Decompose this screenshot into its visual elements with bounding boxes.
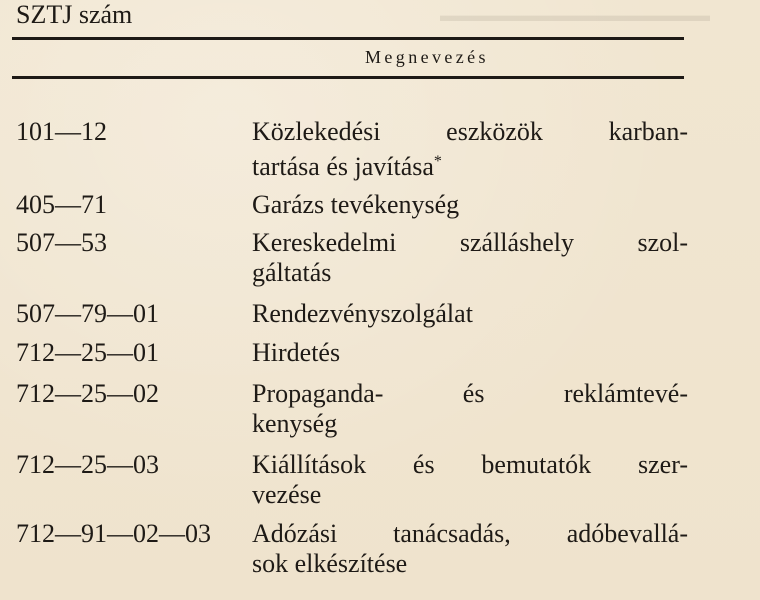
row-description [252,379,688,439]
description-text: tartása és javítása [252,152,434,181]
sztj-code: 507—53 [16,228,107,257]
sztj-code: 712—25—01 [16,338,159,367]
sztj-code: 712—25—03 [16,450,159,479]
description-line: sok elkészítése [252,549,408,578]
row-description [252,338,688,368]
description-line: Kereskedelmi szálláshely szol- [252,228,688,257]
sztj-code: 507—79—01 [16,299,159,328]
sztj-code: 405—71 [16,190,107,219]
description-line [252,147,688,182]
column-header-code: SZTJ szám [16,0,133,29]
sztj-code: 101—12 [16,117,107,146]
description-line: Adózási tanácsadás, adóbevallá- [252,519,688,548]
description-line: Hirdetés [252,338,341,367]
column-header-name: Megnevezés [365,47,489,67]
description-line: Kiállítások és bemutatók szer- [252,450,688,479]
table-header-rule [12,76,684,79]
row-description [252,519,688,579]
sztj-code: 712—91—02—03 [16,519,211,548]
description-line: Rendezvényszolgálat [252,299,473,328]
description-line: kenység [252,409,338,438]
row-description [252,299,688,329]
description-line: Propaganda- és reklámtevé- [252,379,688,408]
row-description [252,117,688,182]
footnote-marker: * [433,153,442,170]
description-line: Közlekedési eszközök karban- [252,117,688,146]
table-top-rule [12,37,684,40]
row-description [252,190,688,220]
description-line: vezése [252,480,322,509]
row-description [252,228,688,288]
description-line: gáltatás [252,258,332,287]
description-line: Garázs tevékenység [252,190,460,219]
show-through-texture: ▬▬▬▬▬▬▬▬▬▬▬▬▬▬▬ [440,5,710,25]
sztj-code: 712—25—02 [16,379,159,408]
row-description [252,450,688,510]
